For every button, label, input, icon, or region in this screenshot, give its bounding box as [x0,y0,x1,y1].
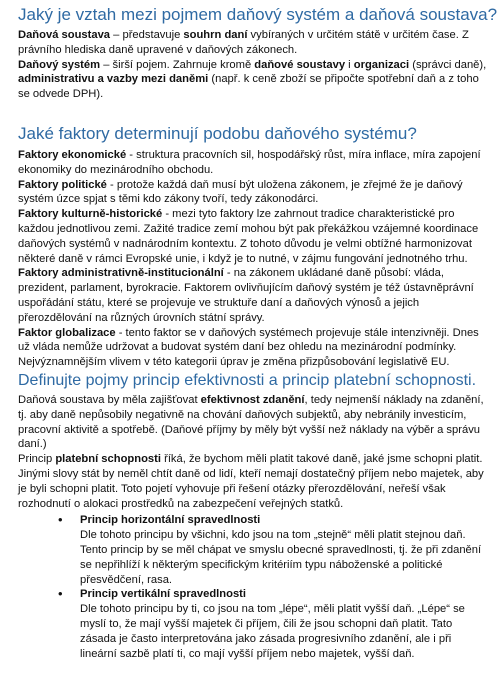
section-tax-system [18,28,488,102]
factor-cultural-historical: Faktory kulturně-historické - mezi tyto faktory lze zahrnout tradice charakteristické pro každou jednotlivou zemi. Zažité tradice zemí mohou být pak překážkou vzájemné koordinace daňových systémů v nadnárodním kontextu. Z tohoto důvodu je velmi obtížné harmonizovat některé daně v rámci Evropské unie, i když je to nutné, v zájmu fungování jednotného trhu. [18,208,479,265]
factor-economic: Faktory ekonomické - struktura pracovních sil, hospodářský růst, míra inflace, míra zapojení ekonomiky do mezinárodního obchodu. [18,149,481,176]
term-tax-structure: Daňová soustava [18,29,111,41]
list-item-vertical-equity: • Princip vertikální spravedlnosti Dle tohoto principu by ti, co jsou na tom „lépe“, měli platit vyšší daň. „Lépe“ se myslí to, že mají vyšší majetek či příjem, čili že jsou schopni daň platit. Tato zásada je často interpretována jako zásada progresivního zdanění, ale i při lineární sazbě platí ti, co mají vyšší příjem nebo majetek, vyšší daň. [80,587,488,661]
section-principles [18,393,488,661]
heading-tax-system-vs-tax-structure: Jaký je vztah mezi pojmem daňový systém a daňová soustava? [18,5,498,24]
paragraph-tax-system: Daňový systém – širší pojem. Zahrnuje kromě daňové soustavy i organizaci (správci daně), administrativu a vazby mezi daněmi (např. k ceně zboží se připočte spotřební daň a z toho se odvede DPH). [18,58,487,101]
factor-globalization: Faktor globalizace - tento faktor se v daňových systémech projevuje stále intenzivněji. Dnes už vláda nemůže udržovat a budovat systém daní bez ohledu na mezinárodní podmínky. Nejvýznamnějším vlivem v této kategorii úprav je změna přizpůsobování legislativě EU. [18,326,479,369]
list-item-horizontal-equity: • Princip horizontální spravedlnosti Dle tohoto principu by všichni, kdo jsou na tom „stejně“ měli platit stejnou daň. Tento princip by se měl chápat ve smyslu obecné spravedlnosti, tj. že při zdanění se nepřihlíží k některým specifickým kritériím typu náboženské a politické přesvědčení, rasa. [80,513,488,587]
section-factors [18,148,488,370]
factor-administrative: Faktory administrativně-institucionální - na zákonem ukládané daně působí: vláda, prezident, parlament, byrokracie. Faktorem ovlivňujícím daňový systém je též ústavněprávní uspořádání státu, které se projevuje ve struktuře daní a daňových výnosů a jejich přerozdělování na různých úrovních státní správy. [18,267,474,324]
paragraph-efficiency: Daňová soustava by měla zajišťovat efektivnost zdanění, tedy nejmenší náklady na zdanění, tj. aby daně nepůsobily negativně na chování daňových subjektů, aby nebránily investicím, pracovní aktivitě a spotřebě. (Daňové příjmy by měly být vyšší než náklady na výběr a správu daní.) [18,394,484,451]
paragraph-tax-structure: Daňová soustava – představuje souhrn daní vybíraných v určitém státě v určitém čase. Z právního hlediska daně upravené v daňových zákonech. [18,29,469,56]
paragraph-ability-to-pay: Princip platební schopnosti říká, že bychom měli platit takové daně, jaké jsme schopni platit. Jinými slovy stát by neměl chtít daně od lidí, kteří nemají dostatečný příjem nebo majetek, aby je byli schopni platit. Toto pojetí vyhovuje při řešení otázky přerozdělování, neřeší však rozhodnutí o alokaci prostředků na zabezpečení veřejných statků. [18,453,484,510]
factor-political: Faktory politické - protože každá daň musí být uložena zákonem, je zřejmé že je daňový systém úzce spjat s těmi kdo zákony tvoří, tedy zákonodárci. [18,178,463,206]
heading-tax-system-factors: Jaké faktory determinují podobu daňového systému? [18,124,417,143]
term-tax-system: Daňový systém [18,58,101,71]
heading-efficiency-ability-to-pay: Definujte pojmy princip efektivnosti a princip platební schopnosti. [18,372,477,389]
principles-list [18,513,488,661]
